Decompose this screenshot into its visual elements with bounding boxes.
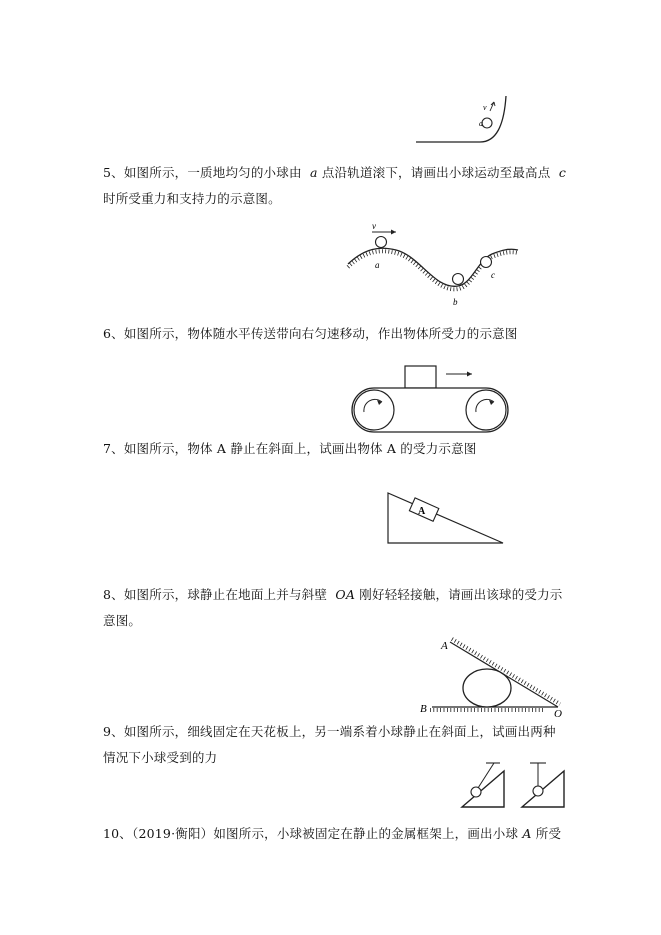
ball-at-c xyxy=(481,257,492,268)
ball-at-b xyxy=(453,274,464,285)
question-10-line-1: 10、（2019·衡阳）如图所示，小球被固定在静止的金属框架上，画出小球 A 所受 xyxy=(103,826,562,841)
question-8 xyxy=(103,582,563,634)
block-on-belt xyxy=(405,366,436,388)
figure-q5-wavy-track xyxy=(340,220,520,310)
question-9-line-2: 情况下小球受到的力 xyxy=(103,750,218,765)
label-v: v xyxy=(372,221,376,231)
ball-a xyxy=(482,118,492,128)
figure-q4-track xyxy=(410,90,510,150)
ball-left xyxy=(471,787,481,797)
question-10 xyxy=(103,821,561,847)
ball-right xyxy=(533,786,543,796)
label-a: a xyxy=(479,119,483,128)
label-A: A xyxy=(441,640,448,652)
question-7-line-1: 7、如图所示，物体 A 静止在斜面上，试画出物体 A 的受力示意图 xyxy=(103,441,477,456)
label-O: O xyxy=(554,708,562,720)
label-a: a xyxy=(375,260,380,270)
question-8-line-2: 意图。 xyxy=(103,613,142,628)
label-b: b xyxy=(453,297,458,307)
label-v: v xyxy=(483,103,487,112)
question-9-line-1: 9、如图所示，细线固定在天花板上，另一端系着小球静止在斜面上，试画出两种 xyxy=(103,724,556,739)
question-6-line-1: 6、如图所示，物体随水平传送带向右匀速移动，作出物体所受力的示意图 xyxy=(103,326,518,341)
question-6 xyxy=(103,321,518,347)
figure-q7-incline xyxy=(385,490,510,550)
figure-q9-hanging-balls xyxy=(458,760,570,812)
ball xyxy=(463,669,511,707)
ball-at-a xyxy=(376,237,387,248)
figure-q6-conveyor xyxy=(350,364,515,434)
label-B: B xyxy=(420,703,427,715)
question-5-line-1: 5、如图所示，一质地均匀的小球由 a 点沿轨道滚下，请画出小球运动至最高点 c xyxy=(103,165,567,180)
label-c: c xyxy=(491,270,495,280)
question-8-line-1: 8、如图所示，球静止在地面上并与斜壁 OA 刚好轻轻接触，请画出该球的受力示 xyxy=(103,587,563,602)
question-7 xyxy=(103,436,477,462)
figure-q8-ball-wall xyxy=(418,630,568,720)
question-5-line-2: 时所受重力和支持力的示意图。 xyxy=(103,191,281,206)
label-A: A xyxy=(418,506,426,517)
question-5 xyxy=(103,160,566,212)
